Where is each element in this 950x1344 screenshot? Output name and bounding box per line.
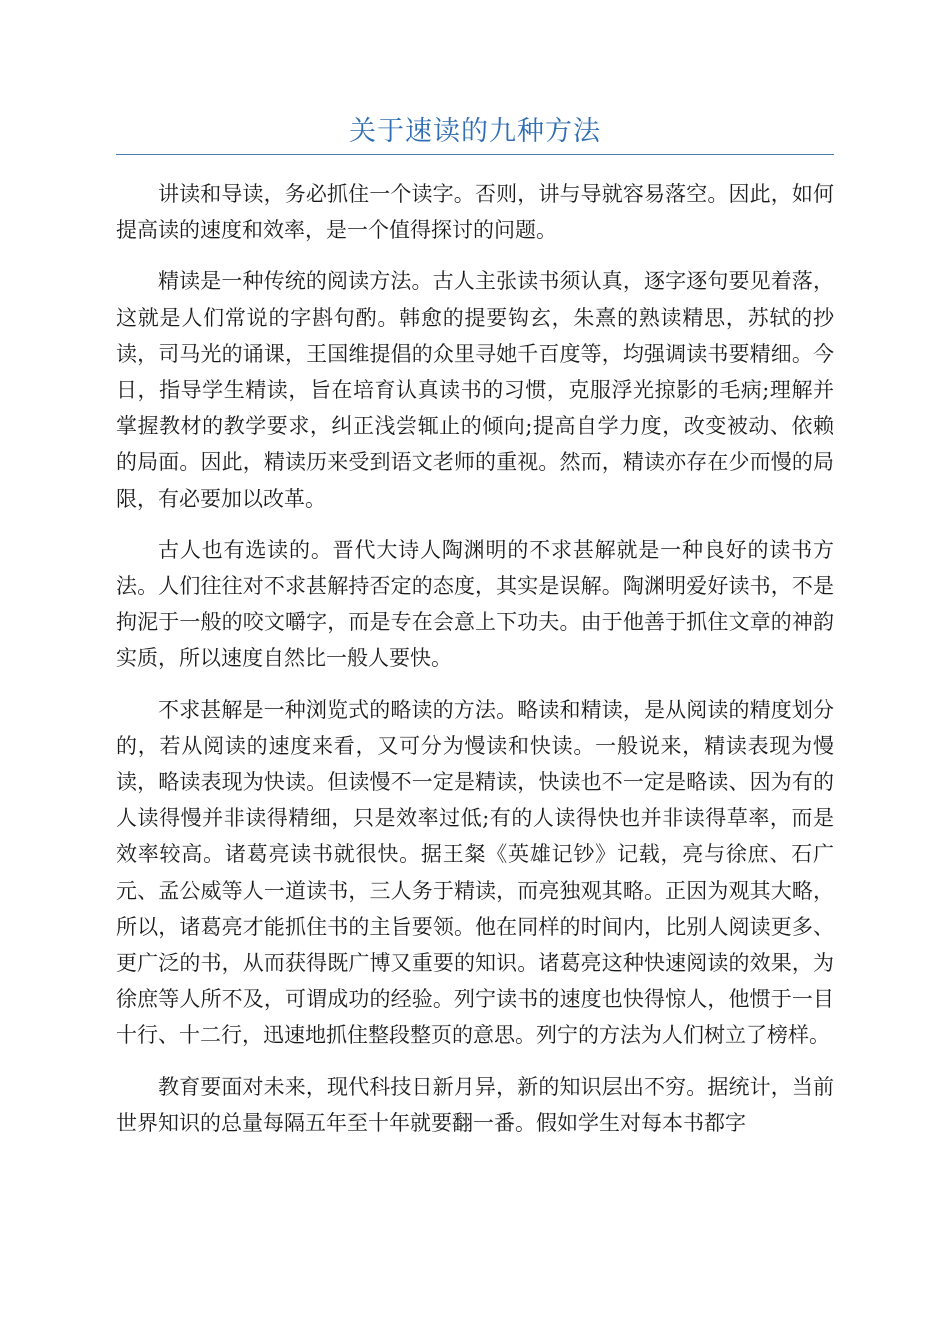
paragraph: 精读是一种传统的阅读方法。古人主张读书须认真，逐字逐句要见着落，这就是人们常说的字斟句酌。韩愈的提要钩玄，朱熹的熟读精思，苏轼的抄读，司马光的诵课，王国维提倡的众里寻她千百度等，均强调读书要精细。今日，指导学生精读，旨在培育认真读书的习惯，克服浮光掠影的毛病;理解并掌握教材的教学要求，纠正浅尝辄止的倾向;提高自学力度，改变被动、依赖的局面。因此，精读历来受到语文老师的重视。然而，精读亦存在少而慢的局限，有必要加以改革。 [116, 269, 834, 511]
paragraph: 讲读和导读，务必抓住一个读字。否则，讲与导就容易落空。因此，如何提高读的速度和效率，是一个值得探讨的问题。 [116, 182, 834, 243]
document-title: 关于速读的九种方法 [349, 116, 601, 147]
paragraph: 不求甚解是一种浏览式的略读的方法。略读和精读，是从阅读的精度划分的，若从阅读的速度来看，又可分为慢读和快读。一般说来，精读表现为慢读，略读表现为快读。但读慢不一定是精读，快读也不一定是略读、因为有的人读得慢并非读得精细，只是效率过低;有的人读得快也并非读得草率，而是效率较高。诸葛亮读书就很快。据王粲《英雄记钞》记载，亮与徐庶、石广元、孟公威等人一道读书，三人务于精读，而亮独观其略。正因为观其大略，所以，诸葛亮才能抓住书的主旨要领。他在同样的时间内，比别人阅读更多、更广泛的书，从而获得既广博又重要的知识。诸葛亮这种快速阅读的效果，为徐庶等人所不及，可谓成功的经验。列宁读书的速度也快得惊人，他惯于一目十行、十二行，迅速地抓住整段整页的意思。列宁的方法为人们树立了榜样。 [116, 697, 834, 1048]
paragraph: 古人也有选读的。晋代大诗人陶渊明的不求甚解就是一种良好的读书方法。人们往往对不求甚解持否定的态度，其实是误解。陶渊明爱好读书，不是拘泥于一般的咬文嚼字，而是专在会意上下功夫。由于他善于抓住文章的神韵实质，所以速度自然比一般人要快。 [116, 537, 834, 671]
paragraph: 教育要面对未来，现代科技日新月异，新的知识层出不穷。据统计，当前世界知识的总量每隔五年至十年就要翻一番。假如学生对每本书都字 [116, 1074, 834, 1135]
title-underline [116, 154, 834, 155]
document-body [116, 176, 834, 1156]
